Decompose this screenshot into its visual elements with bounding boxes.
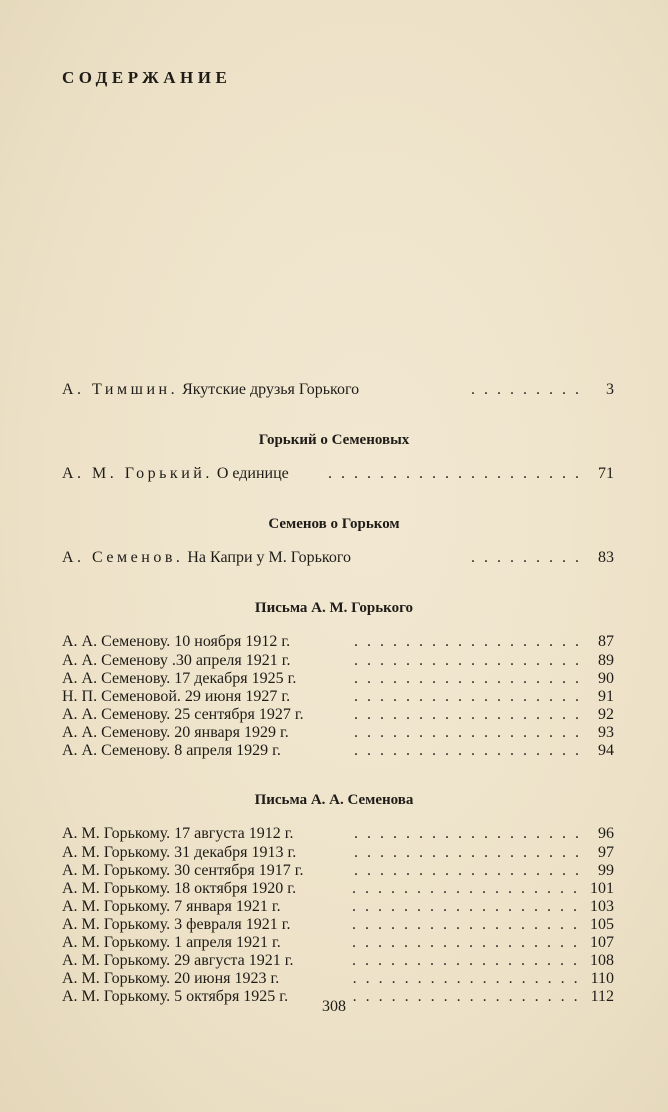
toc-entry[interactable] bbox=[62, 917, 614, 933]
toc-entry-page: 107 bbox=[590, 934, 614, 951]
toc-entry[interactable] bbox=[62, 550, 614, 566]
leader-dots: .................. bbox=[354, 826, 588, 842]
leader-dots: .................. bbox=[354, 725, 588, 741]
toc-entry-text: А. М. Горькому. 30 сентября 1917 г. bbox=[62, 862, 304, 879]
toc-entry[interactable] bbox=[62, 971, 614, 987]
leader-dots: .................. bbox=[352, 917, 586, 933]
toc-entry-text: А. М. Горькому. 18 октября 1920 г. bbox=[62, 880, 297, 897]
toc-entry-text bbox=[62, 382, 359, 398]
toc-entry-text: А. А. Семенову. 17 декабря 1925 г. bbox=[62, 670, 297, 687]
toc-entry-page: 103 bbox=[590, 898, 614, 915]
leader-dots: .................. bbox=[354, 863, 588, 879]
toc-entry-text: А. А. Семенову. 10 ноября 1912 г. bbox=[62, 633, 291, 650]
toc-entry-page: 93 bbox=[598, 724, 614, 741]
toc-entry-page: 96 bbox=[598, 825, 614, 842]
leader-dots: .................. bbox=[354, 634, 588, 650]
toc-entry-page: 3 bbox=[606, 381, 614, 398]
toc-entry-text bbox=[62, 550, 351, 566]
toc-entry-title: На Капри у М. Горького bbox=[187, 549, 351, 566]
toc-entry[interactable] bbox=[62, 671, 614, 687]
toc-entry[interactable] bbox=[62, 725, 614, 741]
leader-dots: .................. bbox=[352, 935, 586, 951]
toc-entry-author: А. М. Горький. bbox=[62, 465, 213, 482]
toc-entry-page: 108 bbox=[590, 952, 614, 969]
toc-entry-page: 91 bbox=[598, 688, 614, 705]
toc-entry-text: А. М. Горькому. 17 августа 1912 г. bbox=[62, 825, 294, 842]
leader-dots: .................. bbox=[354, 671, 588, 687]
toc-entry-intro[interactable] bbox=[62, 382, 614, 398]
toc-entry[interactable] bbox=[62, 863, 614, 879]
toc-entry-page: 101 bbox=[590, 880, 614, 897]
toc-entry[interactable] bbox=[62, 881, 614, 897]
leader-dots: .................. bbox=[354, 743, 588, 759]
toc-entry[interactable] bbox=[62, 953, 614, 969]
toc-entry[interactable] bbox=[62, 634, 614, 650]
toc-entry-text bbox=[62, 466, 289, 482]
toc-entry[interactable] bbox=[62, 653, 614, 669]
leader-dots: .................. bbox=[354, 653, 588, 669]
toc-entry[interactable] bbox=[62, 689, 614, 705]
toc-entry-page: 112 bbox=[590, 988, 614, 1005]
toc-entry-page: 90 bbox=[598, 670, 614, 687]
leader-dots: .................. bbox=[354, 689, 588, 705]
toc-entry-page: 87 bbox=[598, 633, 614, 650]
toc-entry-text: А. М. Горькому. 20 июня 1923 г. bbox=[62, 970, 280, 987]
toc-entry[interactable] bbox=[62, 899, 614, 915]
leader-dots: .................. bbox=[352, 899, 586, 915]
toc-entry-page: 83 bbox=[598, 549, 614, 566]
toc-entry-text: А. А. Семенову. 25 сентября 1927 г. bbox=[62, 706, 304, 723]
toc-entry-text: А. М. Горькому. 29 августа 1921 г. bbox=[62, 952, 294, 969]
leader-dots: .................. bbox=[352, 881, 586, 897]
toc-entry[interactable] bbox=[62, 935, 614, 951]
toc-entry-text: А. М. Горькому. 3 февраля 1921 г. bbox=[62, 916, 291, 933]
toc-entry-text: А. М. Горькому. 5 октября 1925 г. bbox=[62, 988, 289, 1005]
toc-entry-page: 94 bbox=[598, 742, 614, 759]
toc-entry-page: 97 bbox=[598, 844, 614, 861]
toc-entry[interactable] bbox=[62, 826, 614, 842]
toc-entry-page: 71 bbox=[598, 465, 614, 482]
section-heading: Горький о Семеновых bbox=[258, 432, 410, 448]
toc-entry-text: А. А. Семенову. 8 апреля 1929 г. bbox=[62, 742, 281, 759]
toc-entry-text: А. М. Горькому. 31 декабря 1913 г. bbox=[62, 844, 297, 861]
toc-entry-text: А. М. Горькому. 7 января 1921 г. bbox=[62, 898, 281, 915]
toc-entry-text: А. М. Горькому. 1 апреля 1921 г. bbox=[62, 934, 281, 951]
toc-entry-page: 105 bbox=[590, 916, 614, 933]
toc-entry-page: 92 bbox=[598, 706, 614, 723]
toc-entry-page: 110 bbox=[590, 970, 614, 987]
toc-entry-page: 89 bbox=[598, 652, 614, 669]
toc-entry-author: А. Тимшин. bbox=[62, 381, 179, 398]
toc-entry[interactable] bbox=[62, 845, 614, 861]
toc-entry-text: Н. П. Семеновой. 29 июня 1927 г. bbox=[62, 688, 291, 705]
section-heading: Письма А. М. Горького bbox=[254, 600, 414, 616]
section-heading: Письма А. А. Семенова bbox=[254, 792, 414, 808]
section-heading: Семенов о Горьком bbox=[268, 516, 400, 532]
toc-entry-page: 99 bbox=[598, 862, 614, 879]
toc-entry-author: А. Семенов. bbox=[62, 549, 184, 566]
leader-dots: .................. bbox=[352, 989, 587, 1005]
toc-entry[interactable] bbox=[62, 743, 614, 759]
toc-entry[interactable] bbox=[62, 466, 614, 482]
leader-dots: .................. bbox=[352, 953, 586, 969]
toc-entry-text: А. А. Семенову .30 апреля 1921 г. bbox=[62, 652, 291, 669]
page-title: СОДЕРЖАНИЕ bbox=[62, 68, 232, 87]
leader-dots: .................. bbox=[352, 971, 587, 987]
toc-entry-title: Якутские друзья Горького bbox=[182, 381, 360, 398]
toc-entry-title: О единице bbox=[216, 465, 289, 482]
leader-dots: .................. bbox=[354, 707, 588, 723]
leader-dots: ......... bbox=[471, 550, 588, 566]
page-number: 308 bbox=[322, 998, 346, 1015]
leader-dots: .................... bbox=[328, 466, 588, 482]
leader-dots: ......... bbox=[471, 382, 588, 398]
toc-entry[interactable] bbox=[62, 707, 614, 723]
toc-entry-text: А. А. Семенову. 20 января 1929 г. bbox=[62, 724, 289, 741]
leader-dots: .................. bbox=[354, 845, 588, 861]
